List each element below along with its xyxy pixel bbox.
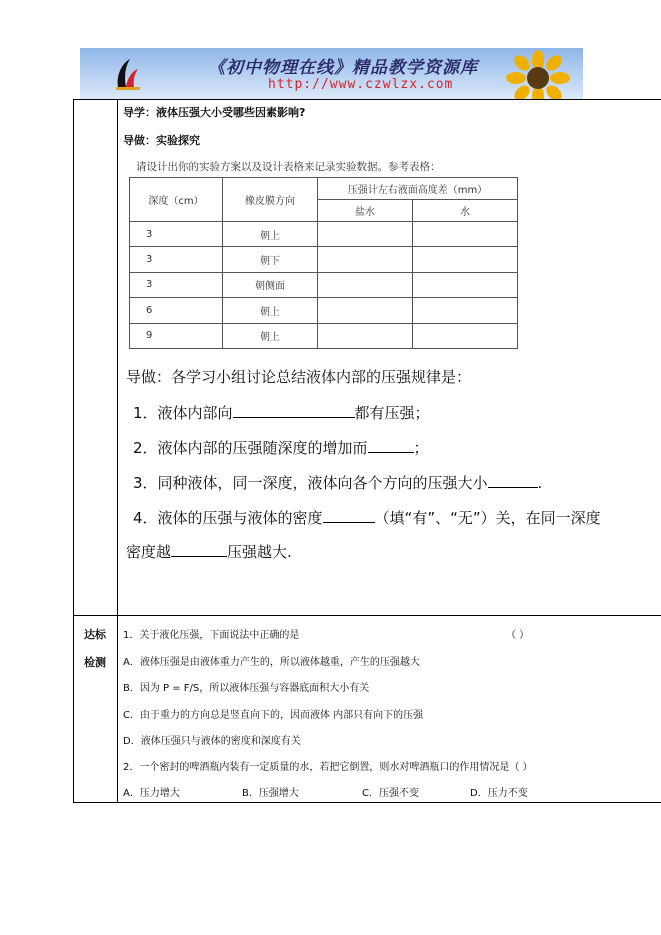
instruction-text: 请设计出你的实验方案以及设计表格来记录实验数据。参考表格： — [136, 161, 441, 173]
option-1c: C．由于重力的方向总是竖直向下的，因而液体 内部只有向下的压强 — [123, 710, 424, 721]
line-3-text-b: . — [537, 474, 543, 492]
cell-water[interactable] — [413, 222, 518, 247]
guide-study: 导学：液体压强大小受哪些因素影响? — [123, 106, 306, 119]
line-4-text-b: （填“有”、“无”）关，在同一深度 — [374, 509, 601, 527]
cell-water[interactable] — [413, 247, 518, 272]
table-row — [130, 247, 518, 272]
check-label-2: 检测 — [84, 656, 106, 669]
question-1-answer[interactable]: （ ） — [506, 630, 530, 641]
cell-direction: 朝上 — [223, 222, 318, 247]
cell-salt[interactable] — [318, 323, 413, 348]
option-1d: D．液体压强只与液体的密度和深度有关 — [123, 736, 301, 747]
option-1a: A．液体压强是由液体重力产生的，所以液体越重，产生的压强越大 — [123, 657, 420, 668]
cell-water[interactable] — [413, 272, 518, 297]
option-2a: A．压力增大 — [123, 788, 180, 799]
summary-line-2 — [133, 437, 429, 458]
banner-url: http://www.czwlzx.com — [268, 77, 454, 92]
summary-line-4 — [133, 507, 601, 528]
summary-line-5 — [126, 541, 292, 562]
summary-intro: 导做：各学习小组讨论总结液体内部的压强规律是： — [126, 368, 472, 386]
option-2c: C．压强不变 — [362, 788, 419, 799]
header-depth: 深度（cm） — [130, 178, 223, 222]
row-divider — [73, 615, 661, 616]
cell-direction: 朝下 — [223, 247, 318, 272]
cell-direction: 朝侧面 — [223, 272, 318, 297]
line-3-text-a: 3．同种液体，同一深度，液体向各个方向的压强大小 — [133, 474, 488, 492]
cell-depth: 9 — [130, 323, 223, 348]
cell-salt[interactable] — [318, 298, 413, 323]
line-1-text-a: 1．液体内部向 — [133, 404, 233, 422]
cell-water[interactable] — [413, 323, 518, 348]
line-2-text-a: 2．液体内部的压强随深度的增加而 — [133, 439, 368, 457]
header-diff: 压强计左右液面高度差（mm） — [318, 178, 518, 200]
cell-salt[interactable] — [318, 247, 413, 272]
line-5-text-b: 压强越大. — [227, 543, 292, 561]
header-water: 水 — [413, 200, 518, 222]
question-1: 1．关于液化压强，下面说法中正确的是 — [123, 630, 300, 641]
line-4-text-a: 4．液体的压强与液体的密度 — [133, 509, 323, 527]
header-salt: 盐水 — [318, 200, 413, 222]
guide-do: 导做：实验探究 — [123, 134, 200, 147]
table-row — [130, 272, 518, 297]
cell-salt[interactable] — [318, 222, 413, 247]
line-2-text-b: ； — [413, 439, 429, 457]
line-1-text-b: 都有压强； — [354, 404, 430, 422]
check-label-1: 达标 — [84, 628, 106, 641]
cell-salt[interactable] — [318, 272, 413, 297]
experiment-table — [129, 177, 518, 349]
blank-5[interactable] — [171, 542, 227, 557]
cell-direction: 朝上 — [223, 323, 318, 348]
blank-3[interactable] — [488, 473, 538, 488]
column-divider — [117, 99, 118, 802]
summary-line-3 — [133, 472, 542, 493]
sunflower-icon — [506, 50, 570, 99]
blank-4[interactable] — [323, 508, 375, 523]
banner-title: 《初中物理在线》精品教学资源库 — [208, 58, 478, 78]
header-direction: 橡皮膜方向 — [223, 178, 318, 222]
option-2d: D．压力不变 — [470, 788, 528, 799]
table-row — [130, 222, 518, 247]
line-5-text-a: 密度越 — [126, 543, 172, 561]
table-row — [130, 298, 518, 323]
blank-2[interactable] — [368, 438, 414, 453]
blank-1[interactable] — [233, 403, 355, 418]
header-banner — [80, 48, 583, 99]
cell-depth: 3 — [130, 247, 223, 272]
cell-depth: 3 — [130, 272, 223, 297]
summary-line-1 — [133, 402, 430, 423]
logo-icon — [114, 57, 142, 91]
table-row — [130, 323, 518, 348]
cell-water[interactable] — [413, 298, 518, 323]
option-2b: B．压强增大 — [242, 788, 299, 799]
cell-depth: 6 — [130, 298, 223, 323]
option-1b: B．因为 P = F/S，所以液体压强与容器底面积大小有关 — [123, 683, 370, 694]
cell-depth: 3 — [130, 222, 223, 247]
question-2: 2．一个密封的啤酒瓶内装有一定质量的水，若把它倒置，则水对啤酒瓶口的作用情况是（ ） — [123, 762, 533, 773]
cell-direction: 朝上 — [223, 298, 318, 323]
